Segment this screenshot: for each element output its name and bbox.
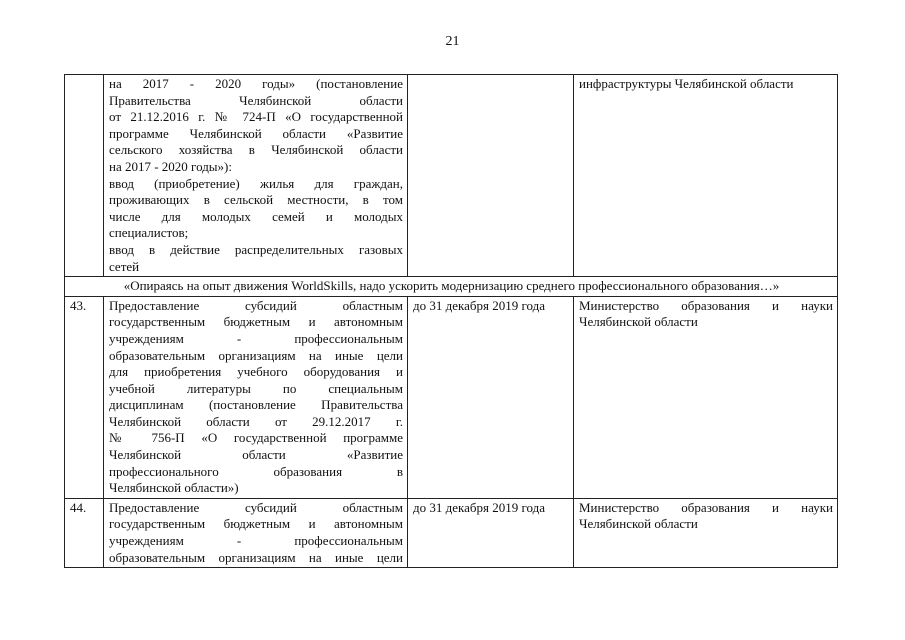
deadline-cell: до 31 декабря 2019 года <box>408 498 574 567</box>
text-line: профессионального образования в <box>109 463 403 479</box>
responsible-cell: инфраструктуры Челябинской области <box>574 75 838 277</box>
row-number-cell: 44. <box>65 498 104 567</box>
text-line: учреждениям - профессиональным <box>109 330 403 346</box>
text-line: Министерство образования и науки <box>579 499 833 515</box>
deadline-cell <box>408 75 574 277</box>
text-line: ввод в действие распределительных газовых <box>109 241 403 257</box>
measure-description-cell <box>104 498 408 567</box>
section-banner-row <box>65 277 838 297</box>
text-line: дисциплинам (постановление Правительства <box>109 397 403 413</box>
text-line: сельского хозяйства в Челябинской области <box>109 142 403 158</box>
text-line: на 2017 - 2020 годы» (постановление <box>109 76 403 91</box>
section-banner: «Опираясь на опыт движения WorldSkills, надо ускорить модернизацию среднего профессионального образования…» <box>65 277 838 297</box>
measures-table <box>64 74 838 568</box>
text-line: Челябинской области от 29.12.2017 г. <box>109 413 403 429</box>
text-line: Челябинской области <box>579 516 698 532</box>
row-number-cell: 43. <box>65 296 104 498</box>
text-line: Министерство образования и науки <box>579 297 833 313</box>
table-row-44 <box>65 498 838 567</box>
text-line: учебной литературы по специальным <box>109 380 403 396</box>
text-line: ввод (приобретение) жилья для граждан, <box>109 175 403 191</box>
text-line: от 21.12.2016 г. № 724-П «О государственной <box>109 109 403 125</box>
text-line: сетей <box>109 258 140 274</box>
text-line: числе для молодых семей и молодых <box>109 208 403 224</box>
text-line: государственным бюджетным и автономным <box>109 516 403 532</box>
measure-description-cell <box>104 75 408 277</box>
text-line: учреждениям - профессиональным <box>109 533 403 549</box>
text-line: специалистов; <box>109 225 189 241</box>
page-number: 21 <box>445 34 460 49</box>
text-line: Челябинской области «Развитие <box>109 447 403 463</box>
text-line: программе Челябинской области «Развитие <box>109 125 403 141</box>
table-row-continued <box>65 75 838 277</box>
text-line: проживающих в сельской местности, в том <box>109 192 403 208</box>
measure-description-cell <box>104 296 408 498</box>
text-line: Челябинской области») <box>109 480 239 496</box>
text-line: Челябинской области <box>579 314 698 330</box>
deadline-cell: до 31 декабря 2019 года <box>408 296 574 498</box>
text-line: Правительства Челябинской области <box>109 92 403 108</box>
text-line: образовательным организациям на иные цели <box>109 347 403 363</box>
text-line: для приобретения учебного оборудования и <box>109 364 403 380</box>
table-row-43 <box>65 296 838 498</box>
text-line: № 756-П «О государственной программе <box>109 430 403 446</box>
text-line: государственным бюджетным и автономным <box>109 314 403 330</box>
responsible-cell <box>574 296 838 498</box>
text-line: Предоставление субсидий областным <box>109 499 403 515</box>
text-line: на 2017 - 2020 годы»): <box>109 158 232 174</box>
responsible-cell <box>574 498 838 567</box>
text-line: Предоставление субсидий областным <box>109 297 403 313</box>
text-line: образовательным организациям на иные цели <box>109 549 403 565</box>
row-number-cell <box>65 75 104 277</box>
